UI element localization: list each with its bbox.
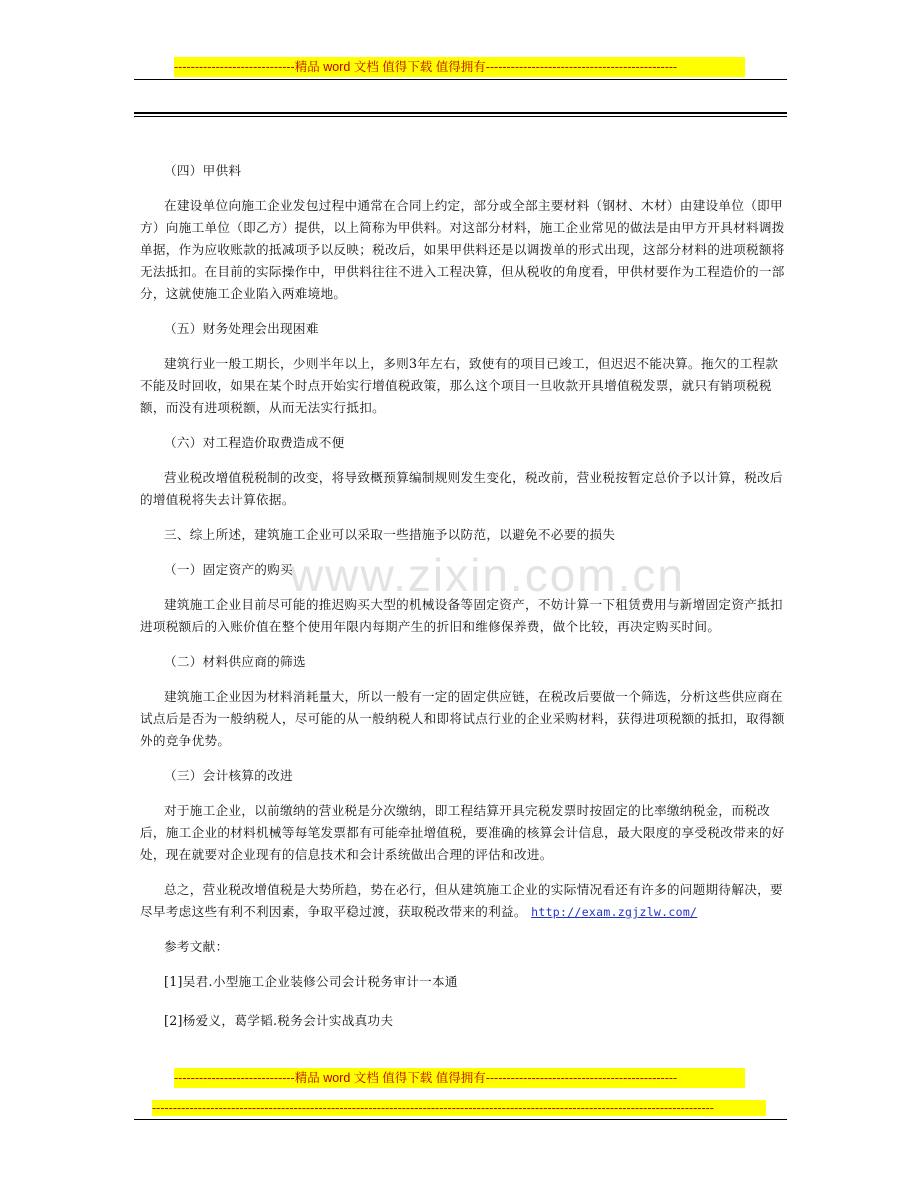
section-heading: （四）甲供料 — [164, 163, 242, 178]
body-paragraph: 建筑施工企业因为材料消耗量大，所以一般有一定的固定供应链，在税改后要做一个筛选，分析这些供应商在试点后是否为一般纳税人，尽可能的从一般纳税人和即将试点行业的企业采购材料，获得进项税额的抵扣，取得额外的竞争优势。 — [140, 689, 785, 748]
body-paragraph: 对于施工企业，以前缴纳的营业税是分次缴纳，即工程结算开具完税发票时按固定的比率缴纳税金，而税改后，施工企业的材料机械等每笔发票都有可能牵扯增值税，要准确的核算会计信息，最大限度的享受税改带来的好处，现在就要对企业现有的信息技术和会计系统做出合理的评估和改进。 — [140, 803, 785, 862]
section-heading: 三、综上所述，建筑施工企业可以采取一些措施予以防范，以避免不必要的损失 — [164, 527, 616, 542]
section-heading: （六）对工程造价取费造成不便 — [164, 435, 345, 450]
section-heading: （二）材料供应商的筛选 — [164, 654, 306, 669]
conclusion-paragraph — [140, 879, 788, 923]
references-title: 参考文献： — [164, 939, 229, 954]
body-paragraph: 建筑行业一般工期长，少则半年以上，多则3年左右，致使有的项目已竣工，但迟迟不能决算。拖欠的工程款不能及时回收，如果在某个时点开始实行增值税政策，那么这个项目一旦收款开具增值税发票，就只有销项税税额，而没有进项税额，从而无法实行抵扣。 — [140, 356, 779, 415]
reference-item-1: [1]吴君.小型施工企业装修公司会计税务审计一本通 — [164, 974, 458, 989]
body-paragraph: 建筑施工企业目前尽可能的推迟购买大型的机械设备等固定资产，不妨计算一下租赁费用与新增固定资产抵扣进项税额后的入账价值在整个使用年限内每期产生的折旧和维修保养费，做个比较，再决定购买时间。 — [140, 597, 783, 634]
body-paragraph: 在建设单位向施工企业发包过程中通常在合同上约定，部分或全部主要材料（钢材、木材）由建设单位（即甲方）向施工单位（即乙方）提供，以上简称为甲供料。对这部分材料，施工企业常见的做法是由甲方开具材料调拨单据，作为应收账款的抵减项予以反映；税改后，如果甲供料还是以调拨单的形式出现，这部分材料的进项税额将无法抵扣。在目前的实际操作中，甲供料往往不进入工程决算，但从税收的角度看，甲供材要作为工程造价的一部分，这就使施工企业陷入两难境地。 — [140, 198, 785, 301]
footer-rule — [134, 1119, 787, 1120]
document-body — [140, 160, 788, 1049]
body-paragraph: 营业税改增值税税制的改变，将导致概预算编制规则发生变化，税改前，营业税按暂定总价予以计算，税改后的增值税将失去计算依据。 — [140, 470, 783, 507]
watermark: www.zixin.com.cn — [290, 549, 685, 601]
source-link[interactable]: http://exam.zgjzlw.com/ — [531, 905, 698, 919]
section-heading: （一）固定资产的购买 — [164, 562, 293, 577]
conclusion-text: 总之，营业税改增值税是大势所趋，势在必行，但从建筑施工企业的实际情况看还有许多的问题期待解决，要尽早考虑这些有利不利因素，争取平稳过渡，获取税改带来的利益。 — [140, 882, 783, 919]
double-rule-bottom — [134, 116, 787, 117]
footer-dashes: --------------------------------------------------------------------------------------------------------------------------------------- — [152, 1100, 766, 1116]
section-heading: （三）会计核算的改进 — [164, 768, 293, 783]
header-banner: -----------------------------精品 word 文档 值得下载 值得拥有---------------------------------------------- — [174, 57, 745, 77]
footer-banner: -----------------------------精品 word 文档 值得下载 值得拥有---------------------------------------------- — [174, 1068, 745, 1088]
reference-item-2: [2]杨爱义，葛学韬.税务会计实战真功夫 — [164, 1013, 394, 1028]
body-flow — [140, 160, 788, 866]
double-rule-top — [134, 112, 787, 114]
header-rule — [134, 79, 787, 80]
section-heading: （五）财务处理会出现困难 — [164, 321, 319, 336]
